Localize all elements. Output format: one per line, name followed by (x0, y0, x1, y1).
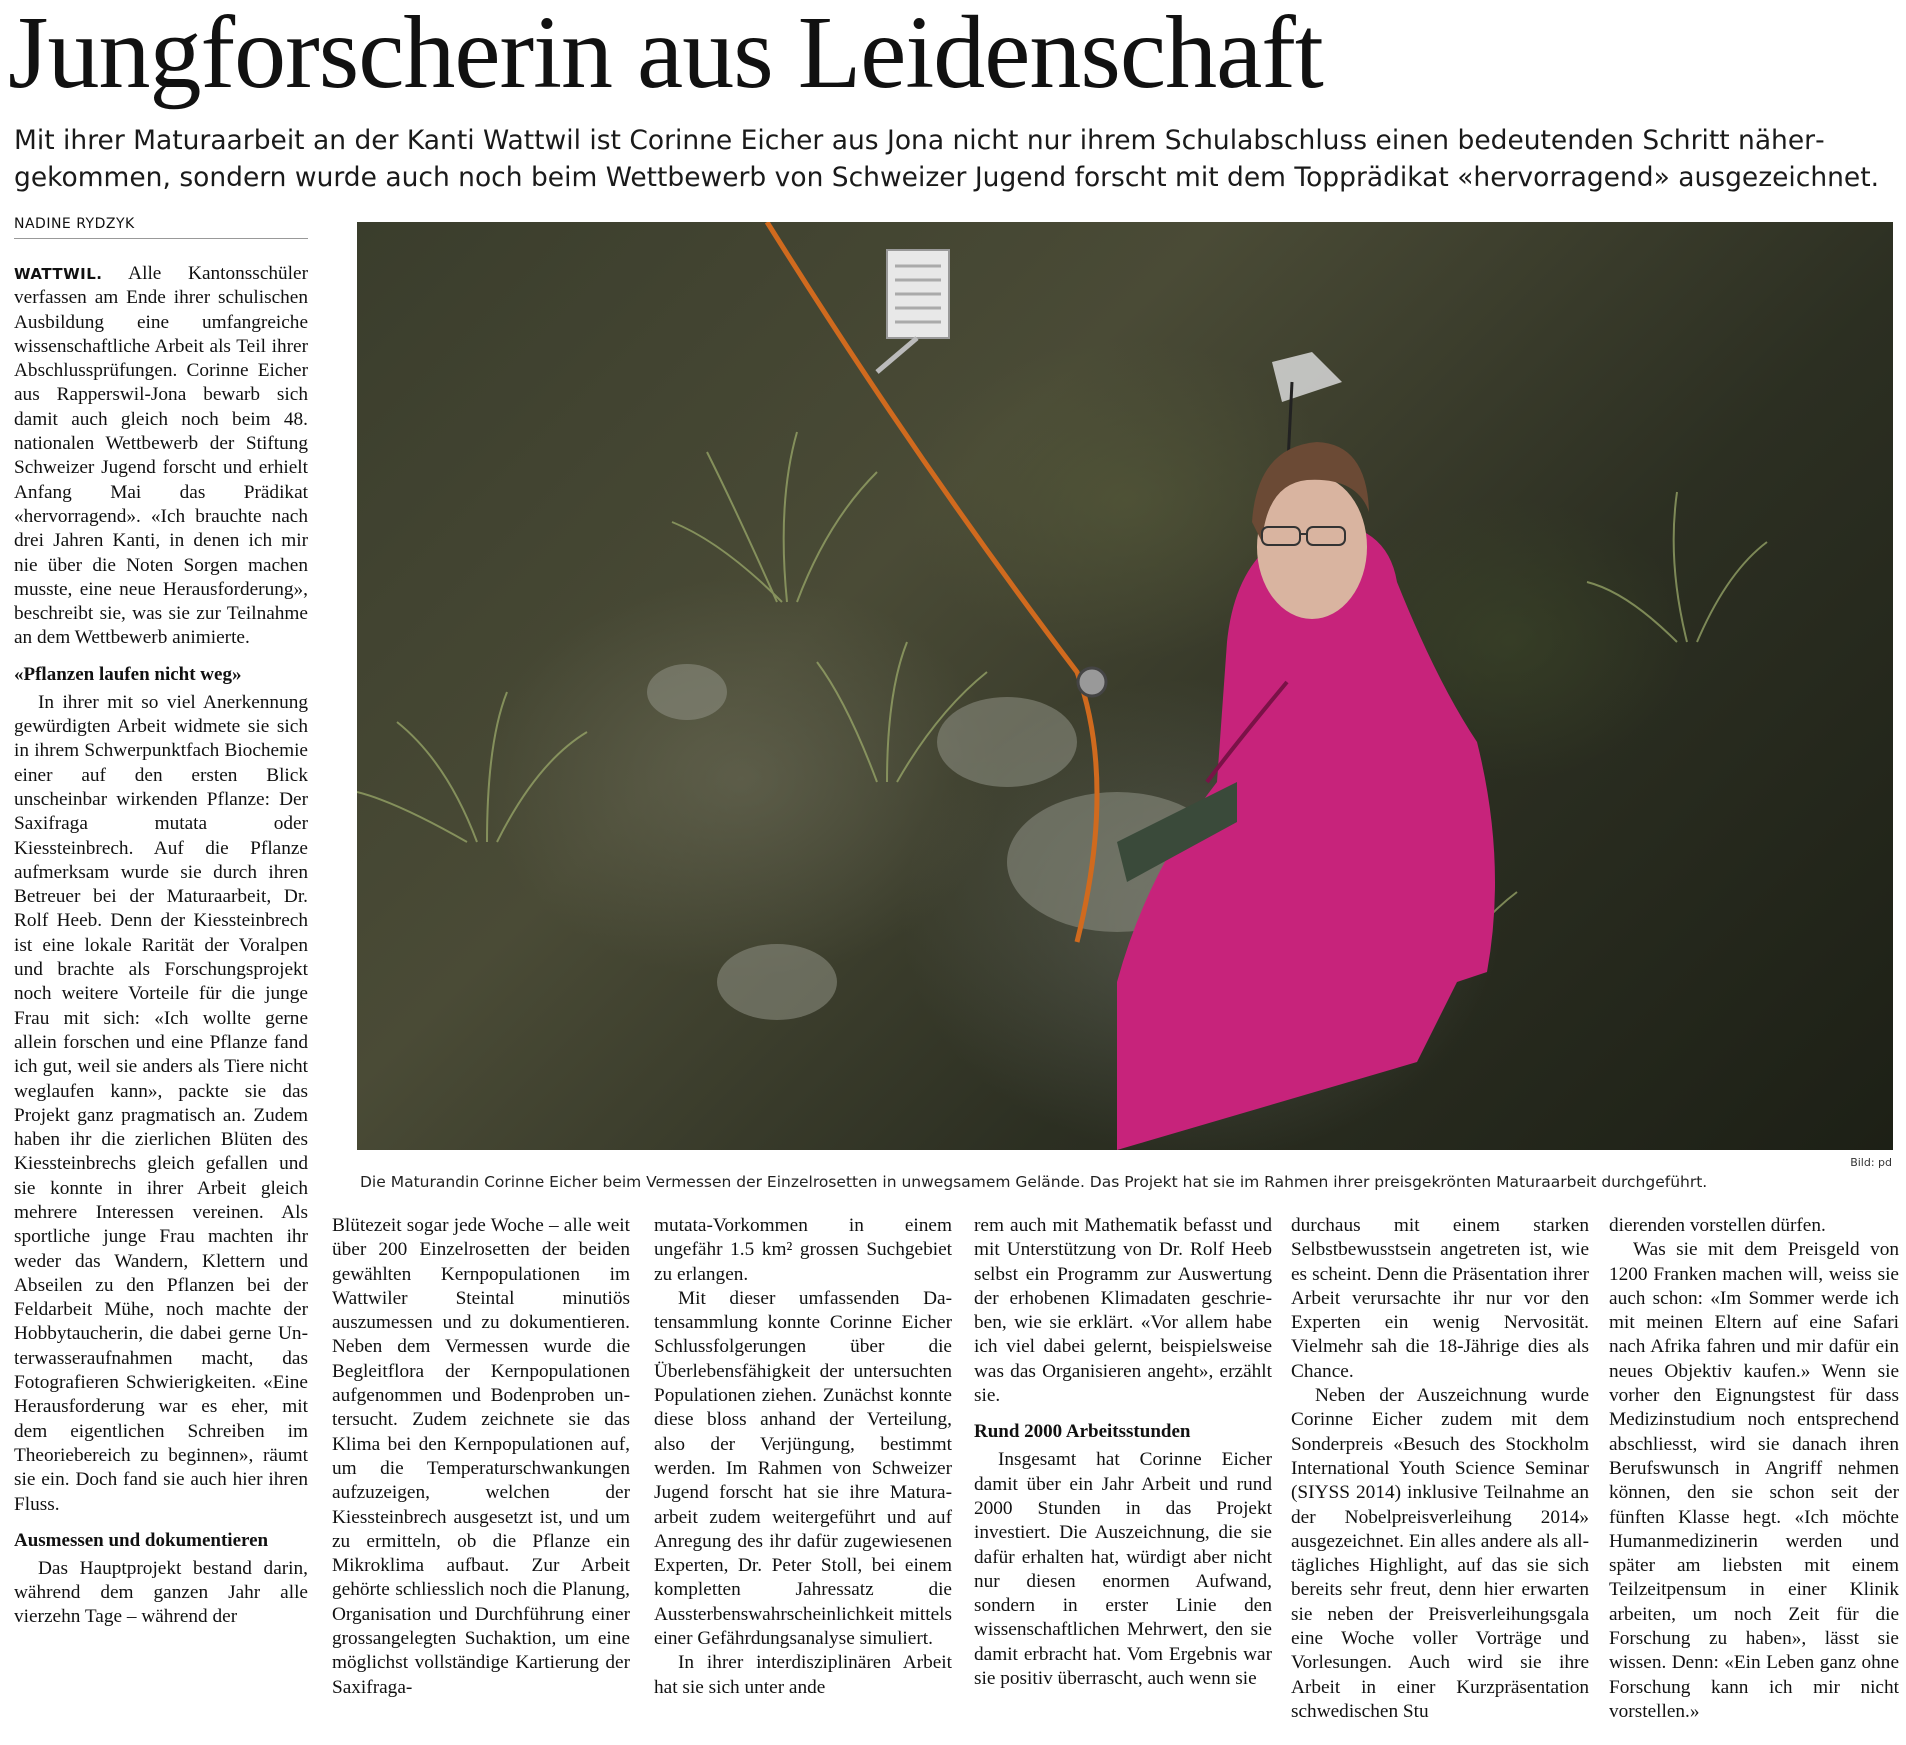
body-paragraph: Was sie mit dem Preisgeld von 1200 Franken machen will, weiss sie auch schon: «Im Sommer werde ich mit meinen Eltern auf eine Safari nach Afrika fahren und mir dafür ein neues Objektiv kaufen.» Wenn sie vorher den Eignungstest für dass Medizinstudium noch entsprechend abschliesst, wird sie danach ihren Berufswunsch in Angriff nehmen können, den sie schon seit der fünften Klasse hegt. «Ich möchte Humanmedizinerin werden und später am liebsten mit einem Teilzeitpensum in einer Klinik arbeiten, um noch Zeit für die Forschung zu haben», lässt sie wissen. Denn: «Ein Leben ganz ohne Forschung kann ich mir nicht vorstellen.» (1609, 1239, 1899, 1722)
body-paragraph-continued: mutata-Vorkommen in einem ungefähr 1.5 km² grossen Suchgebiet zu erlangen. (654, 1215, 952, 1285)
body-paragraph-continued: dierenden vorstellen dürfen. (1609, 1215, 1826, 1236)
sensor-box (877, 250, 949, 372)
intro-paragraph (14, 262, 308, 651)
body-paragraph: In ihrer interdisziplinären Arbeit hat sie sich unter ande (654, 1652, 952, 1698)
article-column-2 (332, 1214, 630, 1700)
lead-paragraph: Mit ihrer Maturaarbeit an der Kanti Wattwil ist Corinne Eicher aus Jona nicht nur ihrem Schulabschluss einen bedeutenden Schritt nähergekommen, sondern wurde auch noch beim Wettbewerb von Schweizer Jugend forscht mit dem Topprädikat «hervorragend» ausgezeichnet. (14, 125, 1880, 193)
photo-illustration (357, 222, 1893, 1150)
article-column-3 (654, 1214, 952, 1700)
byline: NADINE RYDZYK (14, 216, 135, 232)
article-column-4 (974, 1214, 1272, 1691)
subheading-arbeitsstunden: Rund 2000 Arbeitsstunden (974, 1421, 1191, 1443)
dateline: WATTWIL. (14, 265, 103, 283)
body-paragraph-continued: durchaus mit einem starken Selbstbewusstsein angetreten ist, wie es scheint. Denn die Präsentation ihrer Arbeit verursachte ihr nur vor den Experten ein wenig Nervosität. Vielmehr sah die 18-Jährige dies als Chance. (1291, 1215, 1589, 1382)
body-paragraph: Mit dieser umfassenden Datensammlung konnte Corinne Eicher Schlussfolgerungen über die Überlebensfähigkeit der untersuchten Populationen ziehen. Zunächst konnte diese bloss anhand der Verteilung, also der Verjüngung, bestimmt werden. Im Rahmen von Schweizer Jugend forscht hat sie ihre Maturaarbeit zudem weitergeführt und auf Anregung des ihr dafür zugewiesenen Experten, Dr. Peter Stoll, bei einem kompletten Jahressatz die Aussterbenswahrscheinlichkeit mittels einer Gefährdungsanalyse simuliert. (654, 1287, 952, 1650)
body-paragraph: In ihrer mit so viel Anerkennung gewürdigten Arbeit widmete sie sich in ihrem Schwerpunktfach Biochemie einer auf den ersten Blick unscheinbar wirkenden Pflanze: Der Saxifraga mutata oder Kiessteinbrech. Auf die Pflanze aufmerksam wurde sie durch ihren Betreuer bei der Maturaarbeit, Dr. Rolf Heeb. Denn der Kiessteinbrech ist eine lokale Rarität der Voralpen und brachte als Forschungsprojekt noch weitere Vorteile für die junge Frau mit sich: «Ich wollte gerne allein forschen und eine Pflanze fand ich gut, weil sie anders als Tiere nicht weglaufen kann», packte sie das Projekt ganz pragmatisch an. Zudem haben ihr die zierlichen Blüten des Kiessteinbrechs gleich gefallen und sie konnte in ihrer Arbeit gleich mehrere Interessen vereinen. Als sportliche junge Frau machten ihr weder das Wandern, Klettern und Abseilen zu den Pflanzen bei der Feldarbeit Mühe, noch machte der Hobbytaucherin, die dabei gerne Unterwasseraufnahmen macht, das Fotografieren Schwierigkeiten. «Eine Herausforderung war es eher, mit dem eigentlichen Schreiben im Theoriebereich zu beginnen», räumt sie ein. Doch fand sie auch hier ihren Fluss. (14, 691, 308, 1515)
subheading-ausmessen: Ausmessen und dokumentieren (14, 1529, 269, 1551)
article-column-1 (14, 262, 308, 1630)
photo-credit: Bild: pd (1850, 1156, 1892, 1169)
body-paragraph-continued: rem auch mit Mathematik befasst und mit Unterstützung von Dr. Rolf Heeb selbst ein Programm zur Auswertung der erhobenen Klimadaten geschrieben, wie sie erklärt. «Vor allem habe ich viel dabei gelernt, beispielsweise was das Organisieren angeht», erzählt sie. (974, 1215, 1272, 1407)
subheading-pflanzen: «Pflanzen laufen nicht weg» (14, 663, 242, 685)
body-paragraph: Neben der Auszeichnung wurde Corinne Eicher zudem mit dem Sonderpreis «Besuch des Stockholm International Youth Science Seminar (SIYSS 2014) inklusive Teilnahme an der Nobelpreisverleihung 2014» ausgezeichnet. Ein alles andere als alltägliches Highlight, auf das sie sich bereits sehr freut, denn hier erwarten sie neben der Preisverleihungsgala eine Woche voller Vorträge und Vorlesungen. Auch wird sie ihre Arbeit in einer Kurzpräsentation schwedischen Stu (1291, 1385, 1589, 1722)
photo-caption: Die Maturandin Corinne Eicher beim Vermessen der Einzelrosetten in unwegsamem Gelände. Das Projekt hat sie im Rahmen ihrer preisgekrönten Maturaarbeit durchgeführt. (360, 1173, 1708, 1191)
body-paragraph-continued: Blütezeit sogar jede Woche – alle weit über 200 Einzelrosetten der beiden gewählten Kernpopulationen im Wattwiler Steintal minutiös auszumessen und zu dokumentieren. Neben dem Vermessen wurde die Begleitflora der Kernpopulationen aufgenommen und Bodenproben untersucht. Zudem zeichnete sie das Klima bei den Kernpopulationen auf, um die Temperaturschwankungen aufzuzeigen, welchen der Kiessteinbrech ausgesetzt ist, und um zu ermitteln, ob die Pflanze ein Mikroklima aufbaut. Zur Arbeit gehörte schliesslich noch die Planung, Organisation und Durchführung einer grossangelegten Suchaktion, um eine möglichst vollständige Kartierung der Saxifraga- (332, 1215, 630, 1698)
byline-divider (14, 238, 308, 239)
article-photo (357, 222, 1893, 1150)
intro-text: Alle Kantonsschüler verfassen am Ende ihrer schulischen Ausbildung eine umfangreiche wissenschaftliche Arbeit als Teil ihrer Abschlussprüfungen. Corinne Eicher aus Rapperswil-Jona bewarb sich damit auch gleich noch beim 48. nationalen Wettbewerb der Stiftung Schweizer Jugend forscht und erhielt Anfang Mai das Prädikat «hervorragend». «Ich brauchte nach drei Jahren Kanti, in denen ich mir nie über die Noten Sorgen machen musste, eine neue Herausforderung», beschreibt sie, was sie zur Teilnahme an dem Wettbewerb animierte. (14, 263, 308, 649)
person-figure (1117, 442, 1495, 1150)
article-column-5 (1291, 1214, 1589, 1724)
article-column-6 (1609, 1214, 1899, 1724)
body-paragraph: Das Hauptprojekt bestand darin, während dem ganzen Jahr alle vierzehn Tage – während der (14, 1557, 308, 1628)
body-paragraph: Insgesamt hat Corinne Eicher damit über ein Jahr Arbeit und rund 2000 Stunden in das Projekt investiert. Die Auszeichnung, die sie dafür erhalten hat, würdigt aber nicht nur diesen enormen Aufwand, sondern in erster Linie den wissenschaftlichen Mehrwert, den sie damit erbracht hat. Vom Ergebnis war sie positiv überrascht, auch wenn sie (974, 1449, 1272, 1690)
headline: Jungforscherin aus Leidenschaft (8, 0, 1323, 110)
